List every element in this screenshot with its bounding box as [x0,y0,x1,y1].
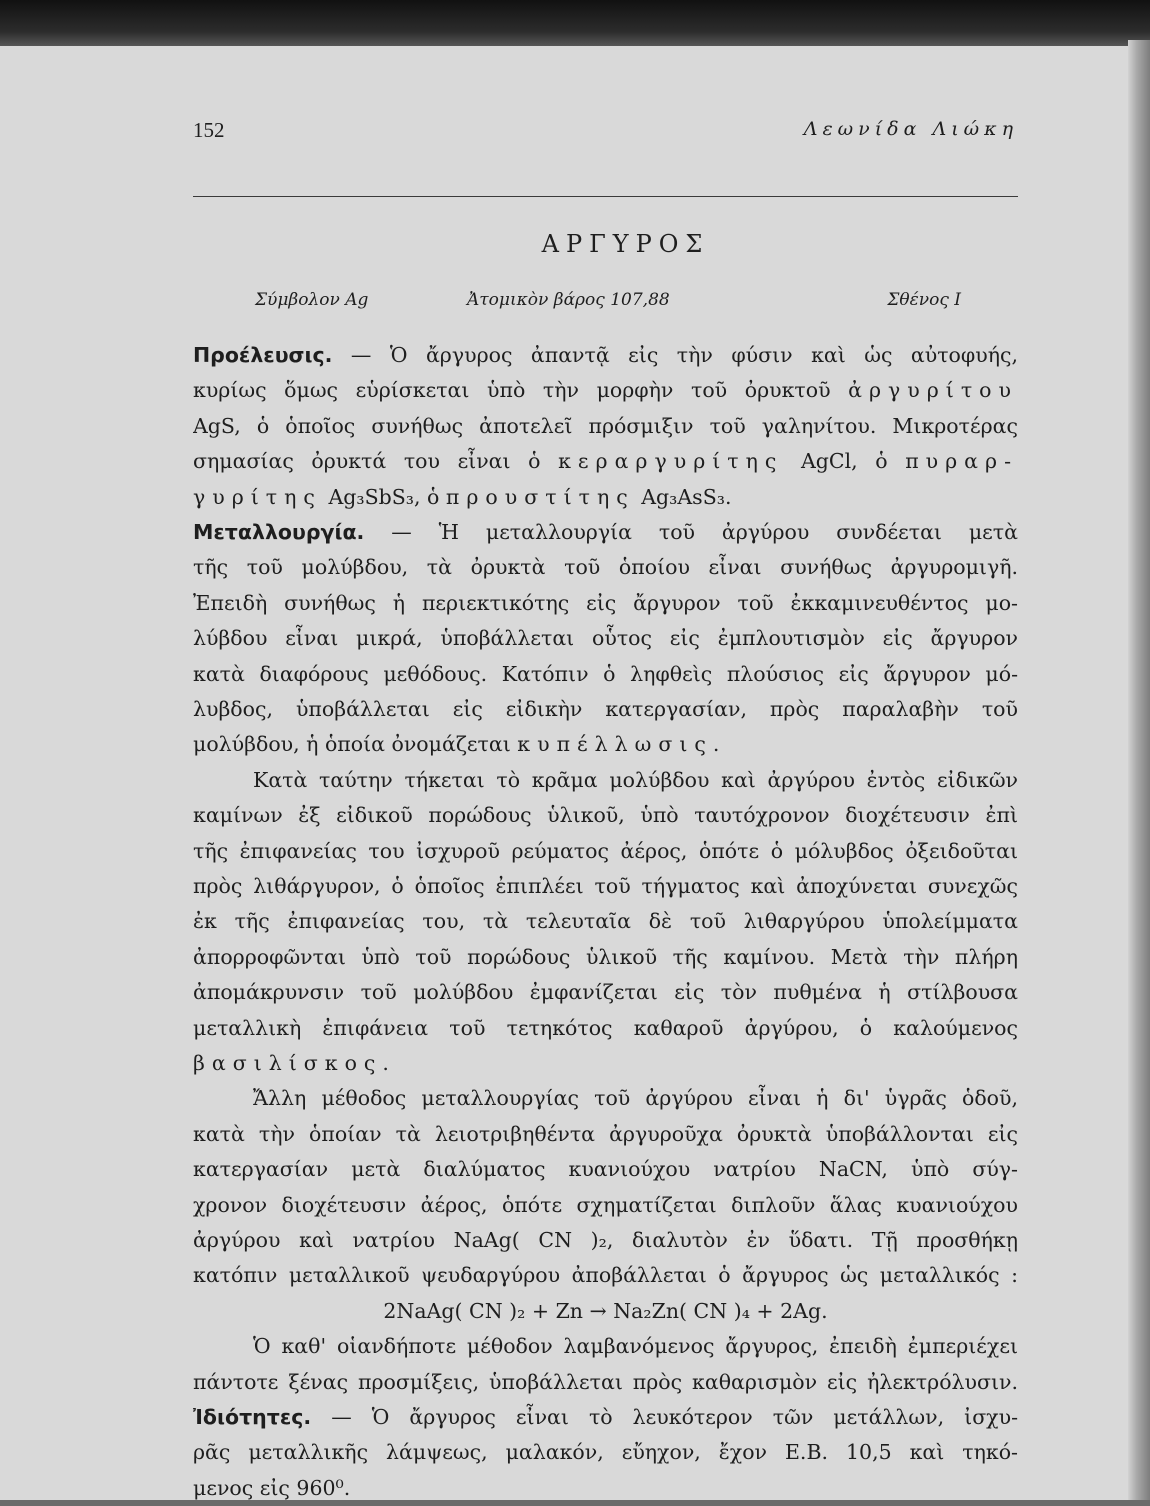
section-heading: Προέλευσις. [193,343,333,367]
text-run: μενος εἰς 960⁰. [193,1475,351,1500]
spaced-term: κεραργυρίτης [558,449,784,474]
text-line [193,1257,1018,1293]
text-line [193,1080,1018,1116]
text-run: ἐκ τῆς ἐπιφανείας του, τὰ τελευταῖα δὲ τοῦ λιθαργύρου ὑπολείμματα [193,909,1018,934]
spaced-term: πυραρ- [905,449,1018,474]
text-run: πάντοτε ξένας προσμίξεις, ὑποβάλλεται πρὸς καθαρισμὸν εἰς ἠλεκτρόλυσιν. [193,1369,1018,1394]
text-run: πρὸς λιθάργυρον, ὁ ὁποῖος ἐπιπλέει τοῦ τήγματος καὶ ἀποχύνεται συνεχῶς [193,874,1018,898]
text-line [193,408,1018,444]
page-header [193,118,1018,156]
chapter-title: ΑΡΓΥΡΟΣ [541,230,710,258]
text-line [193,337,1018,373]
text-run: τῆς τοῦ μολύβδου, τὰ ὀρυκτὰ τοῦ ὁποίου εἶναι συνήθως ἀργυρομιγῆ. [193,555,1018,580]
text-line [193,1364,1018,1400]
text-run: — Ὁ ἄργυρος ἀπαντᾷ εἰς τὴν φύσιν καὶ ὡς αὐτοφυής, [332,343,1018,367]
text-run: λύβδου εἶναι μικρά, ὑποβάλλεται οὗτος εἰς ἐμπλουτισμὸν εἰς ἄργυρον [193,626,1018,651]
text-run: κατόπιν μεταλλικοῦ ψευδαργύρου ἀποβάλλεται ὁ ἄργυρος ὡς μεταλλικός : [193,1263,1018,1288]
text-line [193,1151,1018,1187]
spaced-term: ἀργυρίτου [848,378,1018,403]
valence: Σθένος I [887,290,961,310]
text-run: ἀπομάκρυνσιν τοῦ μολύβδου ἐμφανίζεται εἰς τὸν πυθμένα ἡ στίλβουσα [193,980,1018,1005]
text-line [193,620,1018,656]
text-run: Ὁ καθ' οἱανδήποτε μέθοδον λαμβανόμενος ἄργυρος, ἐπειδὴ ἐμπεριέχει [253,1334,1018,1359]
text-line [193,1470,1018,1506]
text-line [193,549,1018,585]
text-line [193,1293,1018,1329]
text-line [193,1045,1018,1081]
element-symbol: Σύμβολον Ag [255,290,369,310]
text-line [193,1187,1018,1223]
text-line [193,1010,1018,1046]
text-run: μολύβδου, ἡ ὁποία ὀνομάζεται [193,732,518,757]
text-run: AgS, ὁ ὁποῖος συνήθως ἀποτελεῖ πρόσμιξιν τοῦ γαληνίτου. Μικροτέρας [193,413,1018,438]
element-meta-row [193,290,1018,320]
text-run: ἀπορροφῶνται ὑπὸ τοῦ πορώδους ὑλικοῦ τῆς καμίνου. Μετὰ τὴν πλήρη [193,944,1018,969]
text-line [193,1434,1018,1470]
text-run: Ag₃SbS₃, ὁ [321,484,446,509]
text-line [193,443,1018,479]
text-line [193,585,1018,621]
text-line [193,479,1018,515]
text-line [193,939,1018,975]
text-run: καμίνων ἐξ εἰδικοῦ πορώδους ὑλικοῦ, ὑπὸ ταυτόχρονον διοχέτευσιν ἐπὶ [193,803,1018,828]
text-line [193,1222,1018,1258]
text-run: κατὰ διαφόρους μεθόδους. Κατόπιν ὁ ληφθεὶς πλούσιος εἰς ἄργυρον μό- [193,661,1018,686]
text-line [193,691,1018,727]
text-line [193,726,1018,762]
text-line [193,1328,1018,1364]
page-right-edge [1128,40,1150,1500]
section-heading: Μεταλλουργία. [193,520,365,544]
text-run: Ἐπειδὴ συνήθως ἡ περιεκτικότης εἰς ἄργυρον τοῦ ἐκκαμινευθέντος μο- [193,590,1018,615]
header-rule [193,196,1018,197]
text-run: 2NaAg( CN )₂ + Zn → Na₂Zn( CN )₄ + 2Ag. [383,1298,828,1323]
text-line [193,762,1018,798]
text-run: Ἄλλη μέθοδος μεταλλουργίας τοῦ ἀργύρου εἶναι ἡ δι' ὑγρᾶς ὁδοῦ, [253,1086,1018,1111]
text-line [193,372,1018,408]
text-run: — Ἡ μεταλλουργία τοῦ ἀργύρου συνδέεται μετὰ [364,520,1018,544]
text-line [193,1116,1018,1152]
atomic-weight: Ἀτομικὸν βάρος 107,88 [467,290,670,310]
text-run: ρᾶς μεταλλικῆς λάμψεως, μαλακόν, εὔηχον, ἔχον E.B. 10,5 καὶ τηκό- [193,1440,1018,1465]
text-line [193,797,1018,833]
text-run: ἀργύρου καὶ νατρίου NaAg( CN )₂, διαλυτὸν ἐν ὕδατι. Τῇ προσθήκῃ [193,1228,1018,1252]
text-line [193,903,1018,939]
text-run: τῆς ἐπιφανείας του ἰσχυροῦ ρεύματος ἀέρος, ὁπότε ὁ μόλυβδος ὀξειδοῦται [193,838,1018,863]
text-run: χρονον διοχέτευσιν ἀέρος, ὁπότε σχηματίζεται διπλοῦν ἅλας κυανιούχου [193,1192,1018,1217]
text-run: σημασίας ὀρυκτά του εἶναι ὁ [193,449,559,474]
text-run: Κατὰ ταύτην τήκεται τὸ κρᾶμα μολύβδου καὶ ἀργύρου ἐντὸς εἰδικῶν [253,767,1018,792]
spaced-term: προυστίτης [445,484,635,509]
text-run: AgCl, ὁ [783,449,906,474]
text-line [193,1399,1018,1435]
text-line [193,514,1018,550]
text-line [193,974,1018,1010]
text-line [193,868,1018,904]
text-line [193,656,1018,692]
spaced-term: κυπέλλωσις. [517,732,727,757]
text-run: κατεργασίαν μετὰ διαλύματος κυανιούχου νατρίου NaCN, ὑπὸ σύγ- [193,1157,1018,1182]
text-run: κυρίως ὅμως εὑρίσκεται ὑπὸ τὴν μορφὴν τοῦ ὀρυκτοῦ [193,378,849,403]
text-run: — Ὁ ἄργυρος εἶναι τὸ λευκότερον τῶν μετάλλων, ἰσχυ- [311,1405,1018,1429]
text-run: μεταλλικὴ ἐπιφάνεια τοῦ τετηκότος καθαροῦ ἀργύρου, ὁ καλούμενος [193,1015,1018,1040]
spaced-term: γυρίτης [193,484,322,509]
text-run: Ag₃AsS₃. [634,484,732,509]
spaced-term: βασιλίσκος. [193,1051,396,1075]
text-run: κατὰ τὴν ὁποίαν τὰ λειοτριβηθέντα ἀργυροῦχα ὀρυκτὰ ὑποβάλλονται εἰς [193,1121,1018,1146]
running-head: Λεωνίδα Λιώκη [803,118,1018,140]
text-line [193,833,1018,869]
page-number: 152 [193,118,225,142]
text-run: λυβδος, ὑποβάλλεται εἰς εἰδικὴν κατεργασίαν, πρὸς παραλαβὴν τοῦ [193,697,1018,721]
section-heading: Ἰδιότητες. [193,1405,312,1429]
